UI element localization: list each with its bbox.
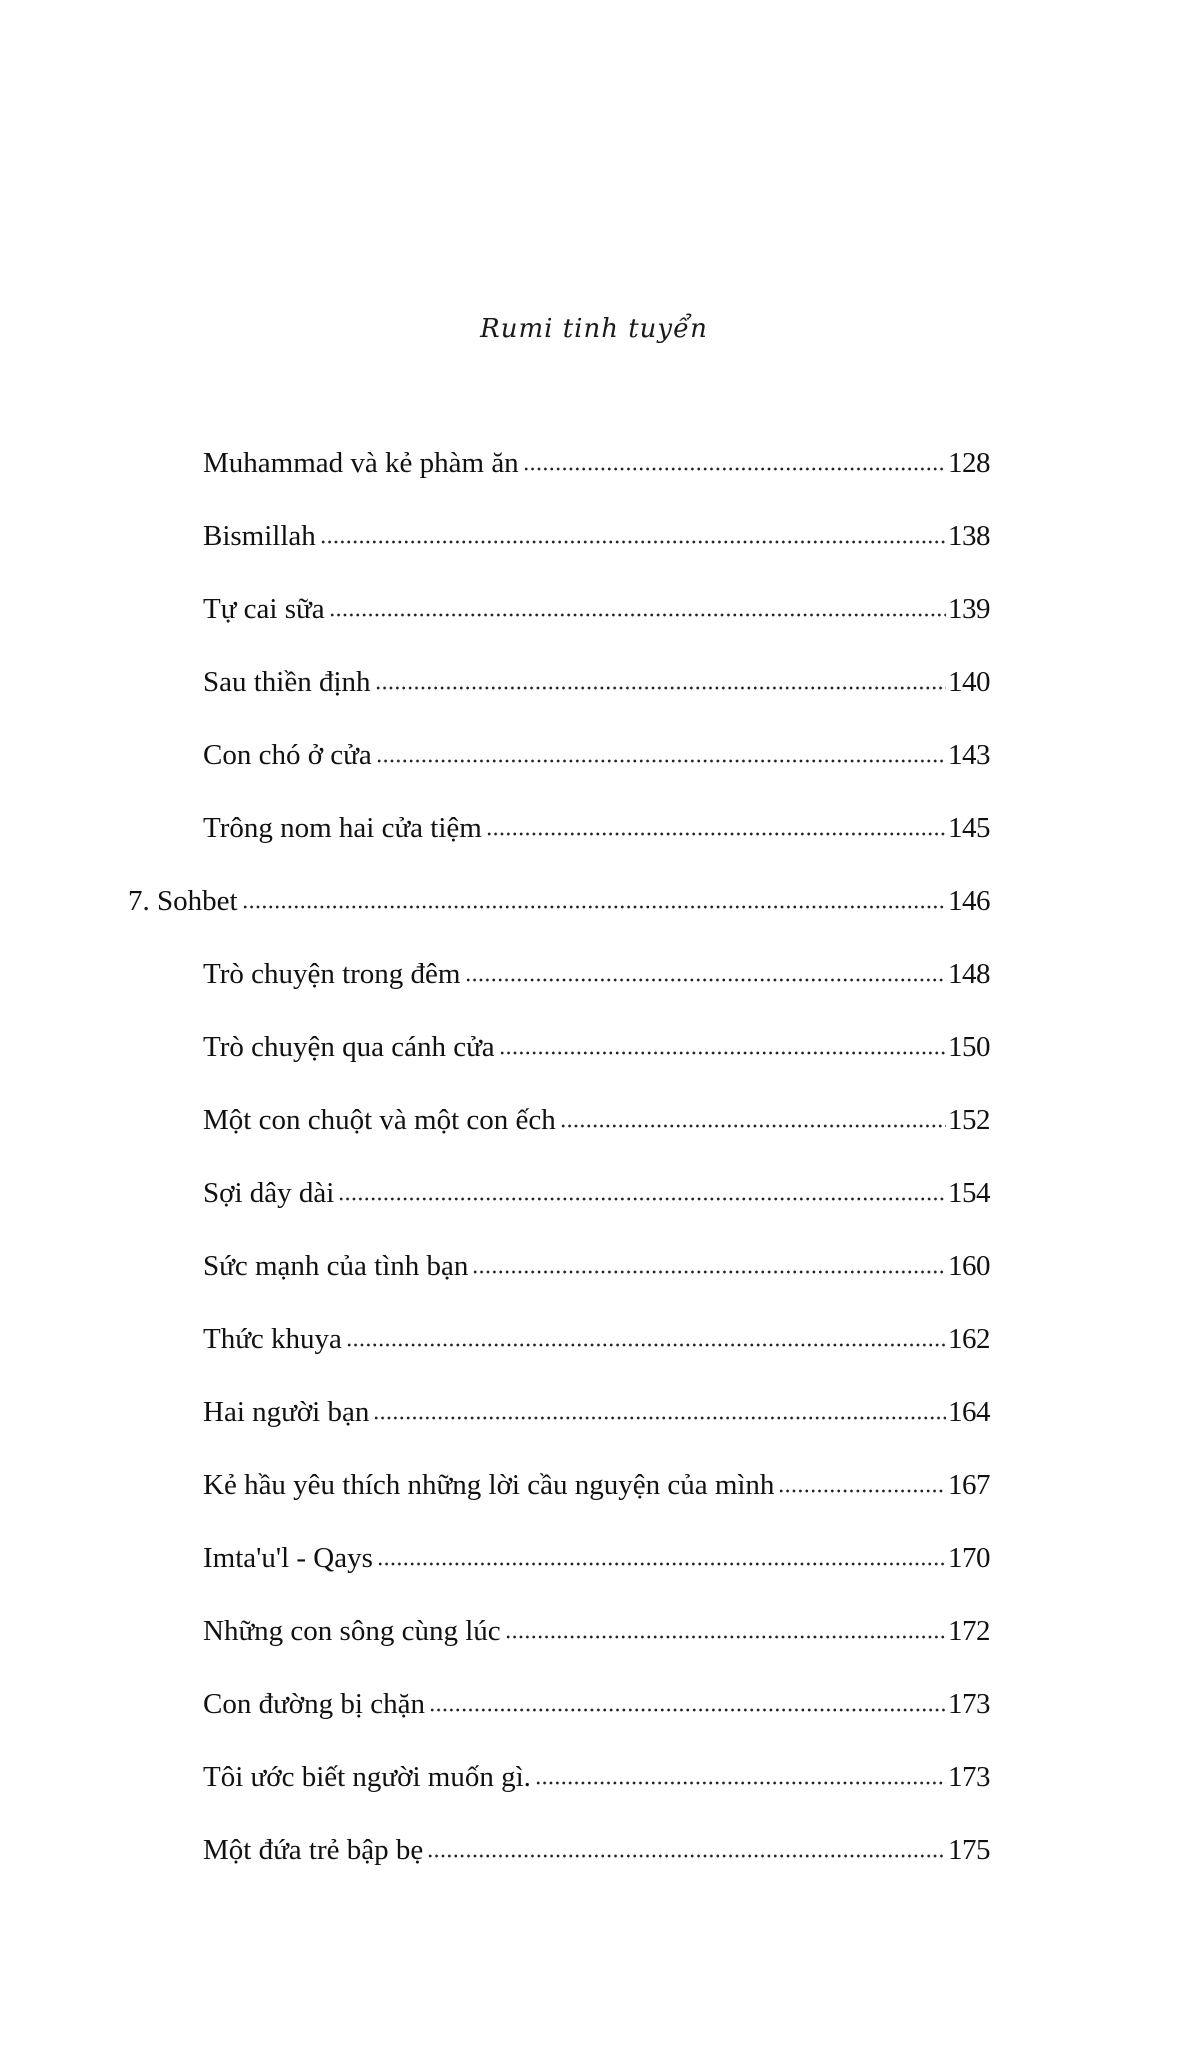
toc-entry-title: Tự cai sữa (203, 593, 325, 625)
toc-entry-page: 139 (948, 593, 990, 625)
toc-entry-title: Con đường bị chặn (203, 1688, 425, 1720)
toc-entry-page: 175 (948, 1834, 990, 1866)
toc-entry[interactable] (203, 1671, 990, 1721)
toc-entry[interactable] (203, 795, 990, 845)
toc-entry[interactable] (203, 1014, 990, 1064)
toc-entry-title: Sau thiền định (203, 666, 371, 698)
toc-entry[interactable] (203, 1817, 990, 1867)
dot-leader (535, 1780, 946, 1786)
toc-entry-page: 167 (948, 1469, 990, 1501)
toc-entry-title: Hai người bạn (203, 1396, 370, 1428)
toc-entry[interactable] (203, 1233, 990, 1283)
toc-entry-title: Bismillah (203, 520, 316, 552)
toc-entry-title: Muhammad và kẻ phàm ăn (203, 447, 519, 479)
toc-entry-page: 152 (948, 1104, 990, 1136)
toc-entry-page: 146 (948, 885, 990, 917)
toc-entry-page: 148 (948, 958, 990, 990)
toc-entry-page: 150 (948, 1031, 990, 1063)
dot-leader (338, 1196, 946, 1202)
toc-entry-title: Thức khuya (203, 1323, 342, 1355)
toc-entry[interactable] (203, 1087, 990, 1137)
toc-entry[interactable] (203, 503, 990, 553)
toc-entry-page: 172 (948, 1615, 990, 1647)
toc-entry[interactable] (203, 1306, 990, 1356)
toc-entry-title: Những con sông cùng lúc (203, 1615, 501, 1647)
toc-entry-page: 140 (948, 666, 990, 698)
toc-entry-title: Tôi ước biết người muốn gì. (203, 1761, 531, 1793)
dot-leader (376, 758, 946, 764)
toc-entry-title: Một con chuột và một con ếch (203, 1104, 556, 1136)
dot-leader (242, 904, 946, 910)
running-head: Rumi tinh tuyển (480, 314, 708, 344)
toc-entry-page: 164 (948, 1396, 990, 1428)
toc-entry[interactable] (203, 1525, 990, 1575)
toc-entry-title: Sức mạnh của tình bạn (203, 1250, 469, 1282)
dot-leader (427, 1853, 946, 1859)
dot-leader (320, 539, 946, 545)
toc-entry-page: 145 (948, 812, 990, 844)
toc-entry-title: Trò chuyện qua cánh cửa (203, 1031, 495, 1063)
dot-leader (346, 1342, 946, 1348)
toc-entry-title: Imta'u'l - Qays (203, 1542, 373, 1574)
dot-leader (373, 1415, 946, 1421)
toc-entry-title: Trò chuyện trong đêm (203, 958, 461, 990)
toc-entry-title: Kẻ hầu yêu thích những lời cầu nguyện của mình (203, 1469, 775, 1501)
toc-entry[interactable] (203, 722, 990, 772)
toc-entry-page: 128 (948, 447, 990, 479)
toc-entry-title: Trông nom hai cửa tiệm (203, 812, 482, 844)
toc-entry-page: 170 (948, 1542, 990, 1574)
toc-entry-page: 160 (948, 1250, 990, 1282)
toc-entry[interactable] (203, 1160, 990, 1210)
dot-leader (499, 1050, 946, 1056)
toc-entry[interactable] (203, 649, 990, 699)
toc-entry-title: Con chó ở cửa (203, 739, 372, 771)
toc-entry-page: 143 (948, 739, 990, 771)
dot-leader (375, 685, 946, 691)
toc-entry[interactable] (203, 1598, 990, 1648)
toc-chapter-entry[interactable] (128, 868, 990, 918)
toc-entry[interactable] (203, 941, 990, 991)
dot-leader (560, 1123, 946, 1129)
dot-leader (523, 466, 946, 472)
toc-entry-page: 173 (948, 1761, 990, 1793)
toc-entry-title: Sợi dây dài (203, 1177, 335, 1209)
dot-leader (505, 1634, 946, 1640)
dot-leader (486, 831, 946, 837)
toc-entry-page: 162 (948, 1323, 990, 1355)
toc-entry[interactable] (203, 1379, 990, 1429)
toc-entry[interactable] (203, 1744, 990, 1794)
toc-entry-page: 138 (948, 520, 990, 552)
dot-leader (465, 977, 947, 983)
toc-entry-page: 173 (948, 1688, 990, 1720)
dot-leader (778, 1488, 946, 1494)
toc-entry[interactable] (203, 1452, 990, 1502)
dot-leader (429, 1707, 946, 1713)
toc-entry[interactable] (203, 576, 990, 626)
dot-leader (472, 1269, 946, 1275)
toc-entry-page: 154 (948, 1177, 990, 1209)
dot-leader (329, 612, 946, 618)
toc-entry[interactable] (203, 430, 990, 480)
dot-leader (377, 1561, 946, 1567)
toc-chapter-title: 7. Sohbet (128, 885, 238, 917)
toc-entry-title: Một đứa trẻ bập bẹ (203, 1834, 424, 1866)
